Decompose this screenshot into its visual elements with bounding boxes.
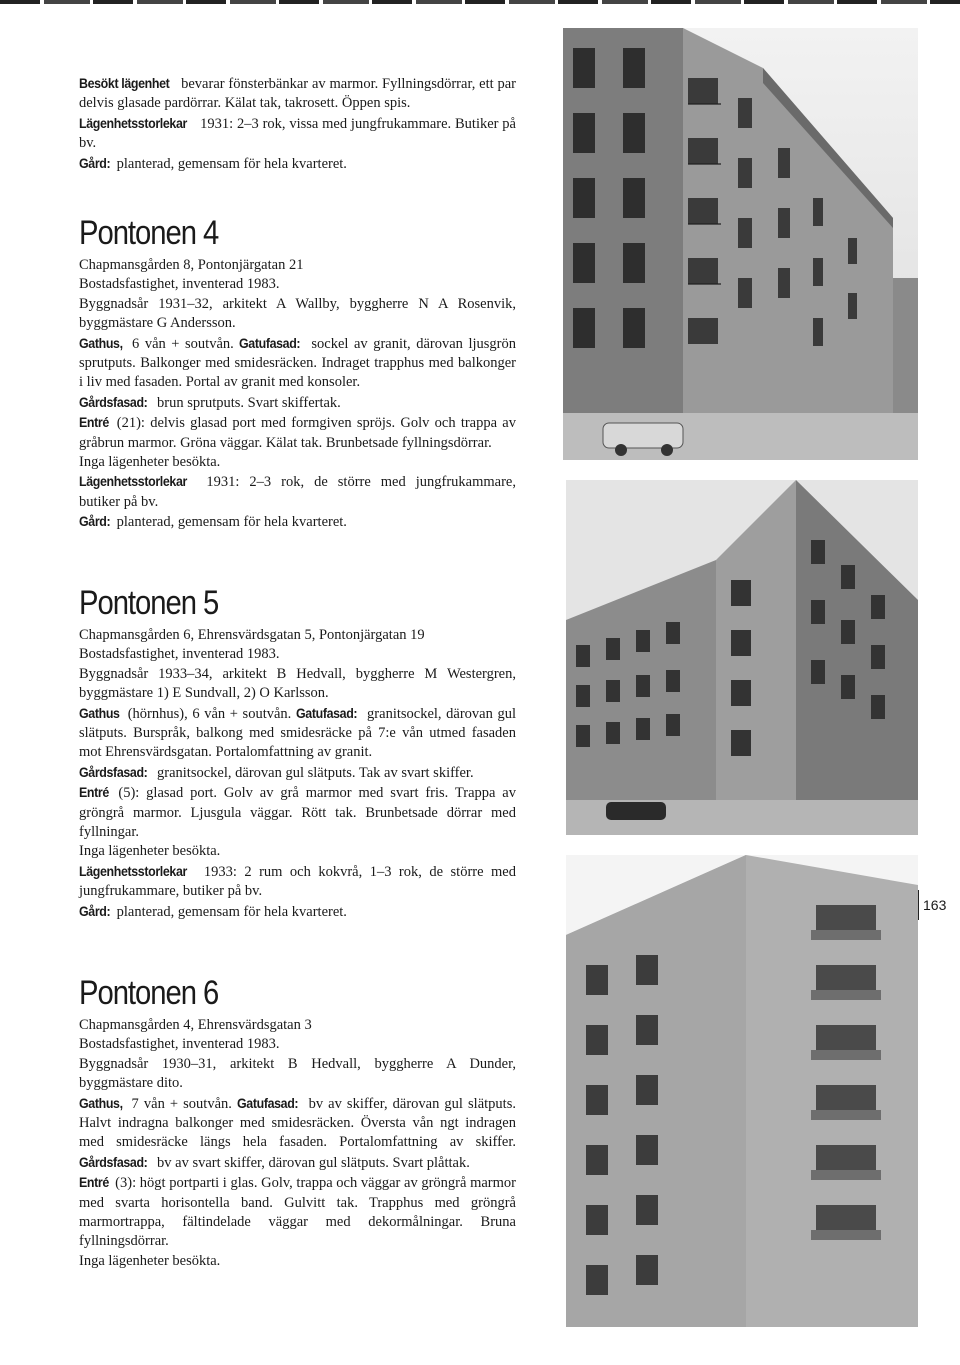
courtyard: Gård: planterad, gemensam för hela kvarteret. xyxy=(79,903,347,920)
section-pontonen-4 xyxy=(79,214,516,533)
photo-pontonen-6 xyxy=(566,855,918,1327)
courtyard: Gård: planterad, gemensam för hela kvarteret. xyxy=(79,514,347,531)
visited-note: Inga lägenheter besökta. xyxy=(79,454,221,471)
courtyard-facade: Gårdsfasad: brun sprutputs. Svart skiffertak. xyxy=(79,394,341,411)
intro-courtyard: Gård: planterad, gemensam för hela kvarteret. xyxy=(79,155,347,172)
apartment-sizes: Lägenhetsstorlekar 1931: 2–3 rok, de större med jungfrukammare, butiker på bv. xyxy=(79,474,516,510)
intro-block xyxy=(79,74,516,174)
photo-pontonen-4 xyxy=(563,28,918,460)
address: Chapmansgården 6, Ehrensvärdsgatan 5, Pontonjärgatan 19 xyxy=(79,627,425,643)
address: Chapmansgården 4, Ehrensvärdsgatan 3 xyxy=(79,1017,312,1033)
section-title: Pontonen 5 xyxy=(79,584,219,622)
section-pontonen-6 xyxy=(79,974,516,1271)
build-info: Byggnadsår 1933–34, arkitekt B Hedvall, byggherre M Westergren, byggmästare 1) E Sundvall, 2) O Karlsson. xyxy=(79,665,516,702)
section-title: Pontonen 6 xyxy=(79,974,219,1012)
entrance: Entré (21): delvis glasad port med formgiven spröjs. Golv och trappa av gråbrun marmor. Gröna väggar. Kälat tak. Brunbetsade fyllningsdörrar. xyxy=(79,415,516,451)
page-number: 163 xyxy=(918,890,946,920)
apartment-sizes: Lägenhetsstorlekar 1933: 2 rum och kokvrå, 1–3 rok, de större med jungfrukammare, butiker på bv. xyxy=(79,863,516,900)
top-border xyxy=(0,0,960,4)
section-title: Pontonen 4 xyxy=(79,214,219,252)
visited-note: Inga lägenheter besökta. xyxy=(79,843,221,860)
facade-info: Gathus, 7 vån + soutvån. Gatufasad: bv av skiffer, därovan gul slätputs. Halvt indragna balkonger med smidesräcken. Översta vån ngt indragen med smidesräcke längs hela fasaden. Portalomfattning av skiffer. Gårdsfasad: bv av svart skiffer, därovan gul slätputs. Svart plåttak. xyxy=(79,1095,516,1171)
property-type: Bostadsfastighet, inventerad 1983. xyxy=(79,1036,280,1053)
courtyard-facade: Gårdsfasad: granitsockel, därovan gul slätputs. Tak av svart skiffer. xyxy=(79,764,474,781)
photo-pontonen-5 xyxy=(566,480,918,835)
facade-info: Gathus (hörnhus), 6 vån + soutvån. Gatufasad: granitsockel, därovan gul slätputs. Burspråk, balkong med smidesräcke på 7:e vån utmed fasaden mot Ehrensvärdsgatan. Portalomfattning av granit. xyxy=(79,705,517,761)
intro-visited-apartment: Besökt lägenhet bevarar fönsterbänkar av marmor. Fyllningsdörrar, ett par delvis glasade pardörrar. Kälat tak, takrosett. Öppen spis. xyxy=(79,76,516,112)
intro-apartment-sizes: Lägenhetsstorlekar 1931: 2–3 rok, vissa med jungfrukammare. Butiker på bv. xyxy=(79,115,516,152)
build-info: Byggnadsår 1931–32, arkitekt A Wallby, byggherre N A Rosenvik, byggmästare G Andersson. xyxy=(79,295,516,332)
property-type: Bostadsfastighet, inventerad 1983. xyxy=(79,646,280,663)
entrance: Entré (3): högt portparti i glas. Golv, trappa och väggar av gröngrå marmor med svarta horisontella band. Gulvitt tak. Trapphus med gröngrå marmortrappa, fältindelade väggar med dekormålningar. Bruna fyllningsdörrar. xyxy=(79,1175,516,1250)
build-info: Byggnadsår 1930–31, arkitekt B Hedvall, byggherre A Dunder, byggmästare dito. xyxy=(79,1055,516,1092)
facade-info: Gathus, 6 vån + soutvån. Gatufasad: sockel av granit, därovan ljusgrön sprutputs. Balkonger med smidesräcken. Indraget trapphus med balkonger i liv med fasaden. Portal av granit med konsoler. xyxy=(79,335,516,391)
section-pontonen-5 xyxy=(79,584,516,922)
property-type: Bostadsfastighet, inventerad 1983. xyxy=(79,276,280,293)
entrance: Entré (5): glasad port. Golv av grå marmor med svart fris. Trappa av gröngrå marmor. Ljusgula väggar. Rött tak. Brunbetsade dörrar med fyllningar. xyxy=(79,785,516,841)
address: Chapmansgården 8, Pontonjärgatan 21 xyxy=(79,257,304,273)
visited-note: Inga lägenheter besökta. xyxy=(79,1252,221,1269)
